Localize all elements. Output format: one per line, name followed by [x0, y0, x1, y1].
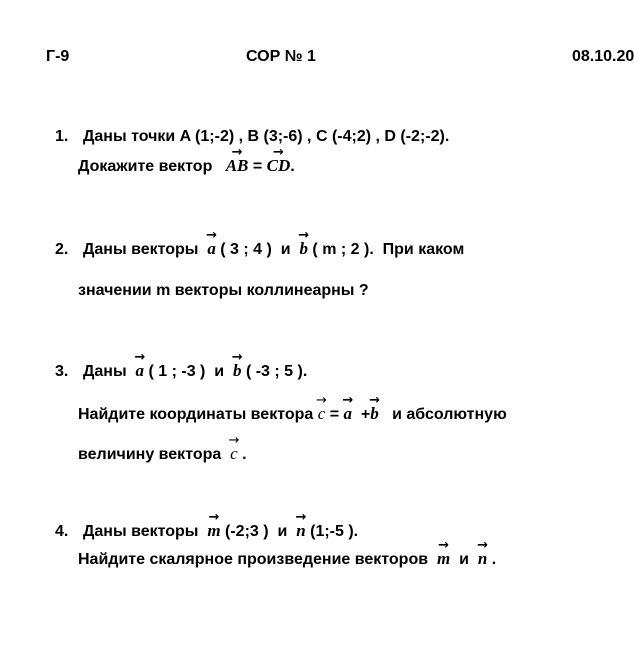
equals-sign: = — [252, 158, 263, 175]
task-2-prefix: Даны векторы — [83, 241, 199, 258]
vector-m: → m — [207, 510, 221, 540]
vector-arrow-icon: → — [295, 510, 307, 525]
vector-arrow-icon: → — [231, 350, 243, 365]
vector-arrow-icon: → — [228, 433, 240, 448]
task-2-line-1: 2. Даны векторы → a ( 3 ; 4 ) и → b ( m ; 2 ). При каком — [55, 228, 465, 258]
vector-c: → c — [316, 393, 327, 423]
vector-arrow-icon: → — [369, 393, 380, 408]
task-4-find-text: Найдите скалярное произведение векторов — [78, 551, 429, 568]
vector-b-coords: ( m ; 2 ). — [312, 241, 374, 258]
task-3-line-1: 3. Даны → a ( 1 ; -3 ) и → b ( -3 ; 5 ). — [55, 350, 308, 380]
task-3-line-2: Найдите координаты вектора → c = → a + → b и абсолютную — [78, 393, 507, 423]
vector-arrow-icon: → — [477, 538, 488, 553]
task-2-suffix: При каком — [382, 241, 465, 258]
vector-arrow-icon: → — [134, 350, 146, 365]
vector-arrow-icon: → — [231, 145, 243, 160]
vector-arrow-icon: → — [208, 510, 220, 525]
task-1-number: 1. — [55, 128, 69, 145]
task-3-abs-text: и абсолютную — [392, 406, 507, 423]
vector-m: → m — [436, 538, 451, 568]
task-1-prove-text: Докажите вектор — [78, 158, 213, 175]
vector-arrow-icon: → — [206, 228, 218, 243]
task-1-line-2: Докажите вектор → AB = → CD. — [78, 145, 295, 175]
vector-arrow-icon: → — [298, 228, 310, 243]
vector-ab: → AB — [225, 145, 249, 175]
vector-a: → a — [342, 393, 354, 423]
document-title: СОР № 1 — [246, 48, 316, 65]
vector-arrow-icon: → — [438, 538, 450, 553]
task-2-number: 2. — [55, 241, 69, 258]
task-3-prefix: Даны — [83, 363, 127, 380]
vector-cd: → CD — [266, 145, 291, 175]
task-3-line-3: величину вектора → c . — [78, 433, 247, 463]
vector-n-coords: (1;-5 ). — [310, 523, 359, 540]
task-2-line-2: значении m векторы коллинеарны ? — [78, 282, 369, 299]
vector-a: → a — [206, 228, 218, 258]
task-1-line-1 — [55, 127, 449, 147]
vector-m-coords: (-2;3 ) — [225, 523, 269, 540]
vector-n: → n — [295, 510, 307, 540]
document-date: 08.10.20 — [572, 48, 634, 65]
task-1-text: Даны точки A (1;-2) , B (3;-6) , C (-4;2) , D (-2;-2). — [83, 128, 450, 145]
vector-a-coords: ( 1 ; -3 ) — [148, 363, 206, 380]
task-3-number: 3. — [55, 363, 69, 380]
vector-c: → c — [228, 433, 240, 463]
vector-arrow-icon: → — [342, 393, 354, 408]
vector-a: → a — [134, 350, 146, 380]
vector-a-coords: ( 3 ; 4 ) — [220, 241, 272, 258]
vector-n: → n — [477, 538, 488, 568]
task-4-line-2: Найдите скалярное произведение векторов → m и → n . — [78, 538, 497, 568]
class-label: Г-9 — [46, 48, 70, 65]
task-4-line-1: 4. Даны векторы → m (-2;3 ) и → n (1;-5 ). — [55, 510, 359, 540]
vector-b: → b — [369, 393, 380, 423]
task-3-find-text: Найдите координаты вектора — [78, 406, 314, 423]
vector-b: → b — [231, 350, 243, 380]
task-4-prefix: Даны векторы — [83, 523, 199, 540]
task-4-number: 4. — [55, 523, 69, 540]
vector-arrow-icon: → — [272, 145, 284, 160]
vector-b-coords: ( -3 ; 5 ). — [245, 363, 308, 380]
vector-arrow-icon: → — [316, 393, 327, 408]
task-3-magnitude-text: величину вектора — [78, 446, 222, 463]
vector-b: → b — [298, 228, 310, 258]
